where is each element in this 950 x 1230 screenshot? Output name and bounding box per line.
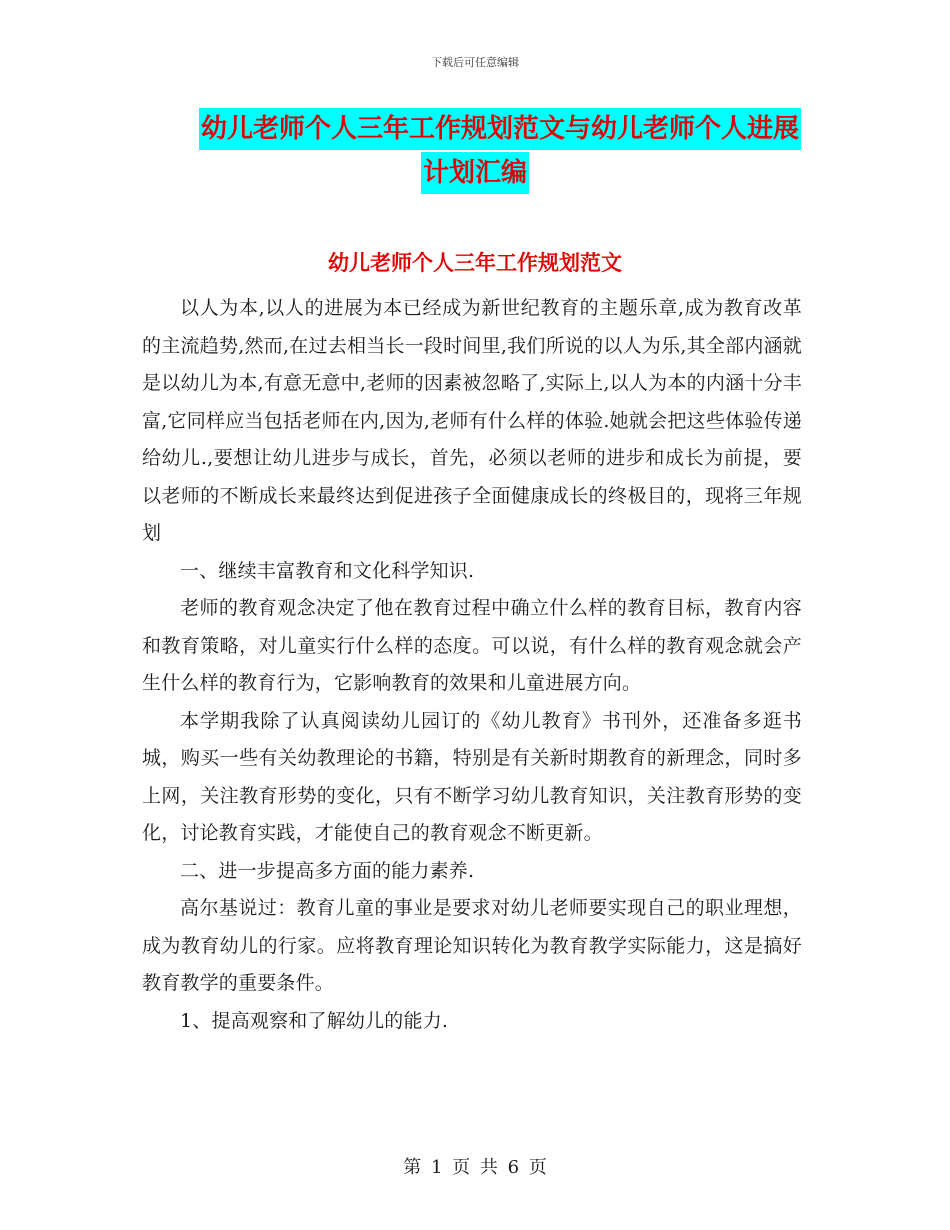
section-title: 幼儿老师个人三年工作规划范文 bbox=[328, 251, 622, 275]
paragraph: 老师的教育观念决定了他在教育过程中确立什么样的教育目标，教育内容和教育策略，对儿童实行什么样的态度。可以说，有什么样的教育观念就会产生什么样的教育行为，它影响教育的效果和儿童进展方向。 bbox=[142, 597, 802, 694]
paragraph: 1、提高观察和了解幼儿的能力. bbox=[180, 1009, 449, 1032]
document-title bbox=[145, 108, 805, 194]
page-number: 第 1 页 共 6 页 bbox=[403, 1157, 547, 1178]
title-line-1: 幼儿老师个人三年工作规划范文与幼儿老师个人进展 bbox=[199, 108, 801, 150]
paragraph: 高尔基说过：教育儿童的事业是要求对幼儿老师要实现自己的职业理想，成为教育幼儿的行家。应将教育理论知识转化为教育教学实际能力，这是搞好教育教学的重要条件。 bbox=[142, 897, 802, 994]
paragraph: 二、进一步提高多方面的能力素养. bbox=[180, 859, 475, 882]
body-text bbox=[142, 290, 802, 1040]
paragraph: 一、继续丰富教育和文化科学知识. bbox=[180, 559, 475, 582]
paragraph: 本学期我除了认真阅读幼儿园订的《幼儿教育》书刊外，还准备多逛书城，购买一些有关幼教理论的书籍，特别是有关新时期教育的新理念，同时多上网，关注教育形势的变化，只有不断学习幼儿教育知识，关注教育形势的变化，讨论教育实践，才能使自己的教育观念不断更新。 bbox=[142, 709, 802, 844]
paragraph: 以人为本,以人的进展为本已经成为新世纪教育的主题乐章,成为教育改革的主流趋势,然而,在过去相当长一段时间里,我们所说的以人为乐,其全部内涵就是以幼儿为本,有意无意中,老师的因素被忽略了,实际上,以人为本的内涵十分丰富,它同样应当包括老师在内,因为,老师有什么样的体验.她就会把这些体验传递给幼儿.,要想让幼儿进步与成长，首先，必须以老师的进步和成长为前提，要以老师的不断成长来最终达到促进孩子全面健康成长的终极目的，现将三年规划 bbox=[142, 297, 802, 544]
header-note: 下载后可任意编辑 bbox=[431, 56, 519, 69]
title-line-2: 计划汇编 bbox=[421, 152, 529, 194]
